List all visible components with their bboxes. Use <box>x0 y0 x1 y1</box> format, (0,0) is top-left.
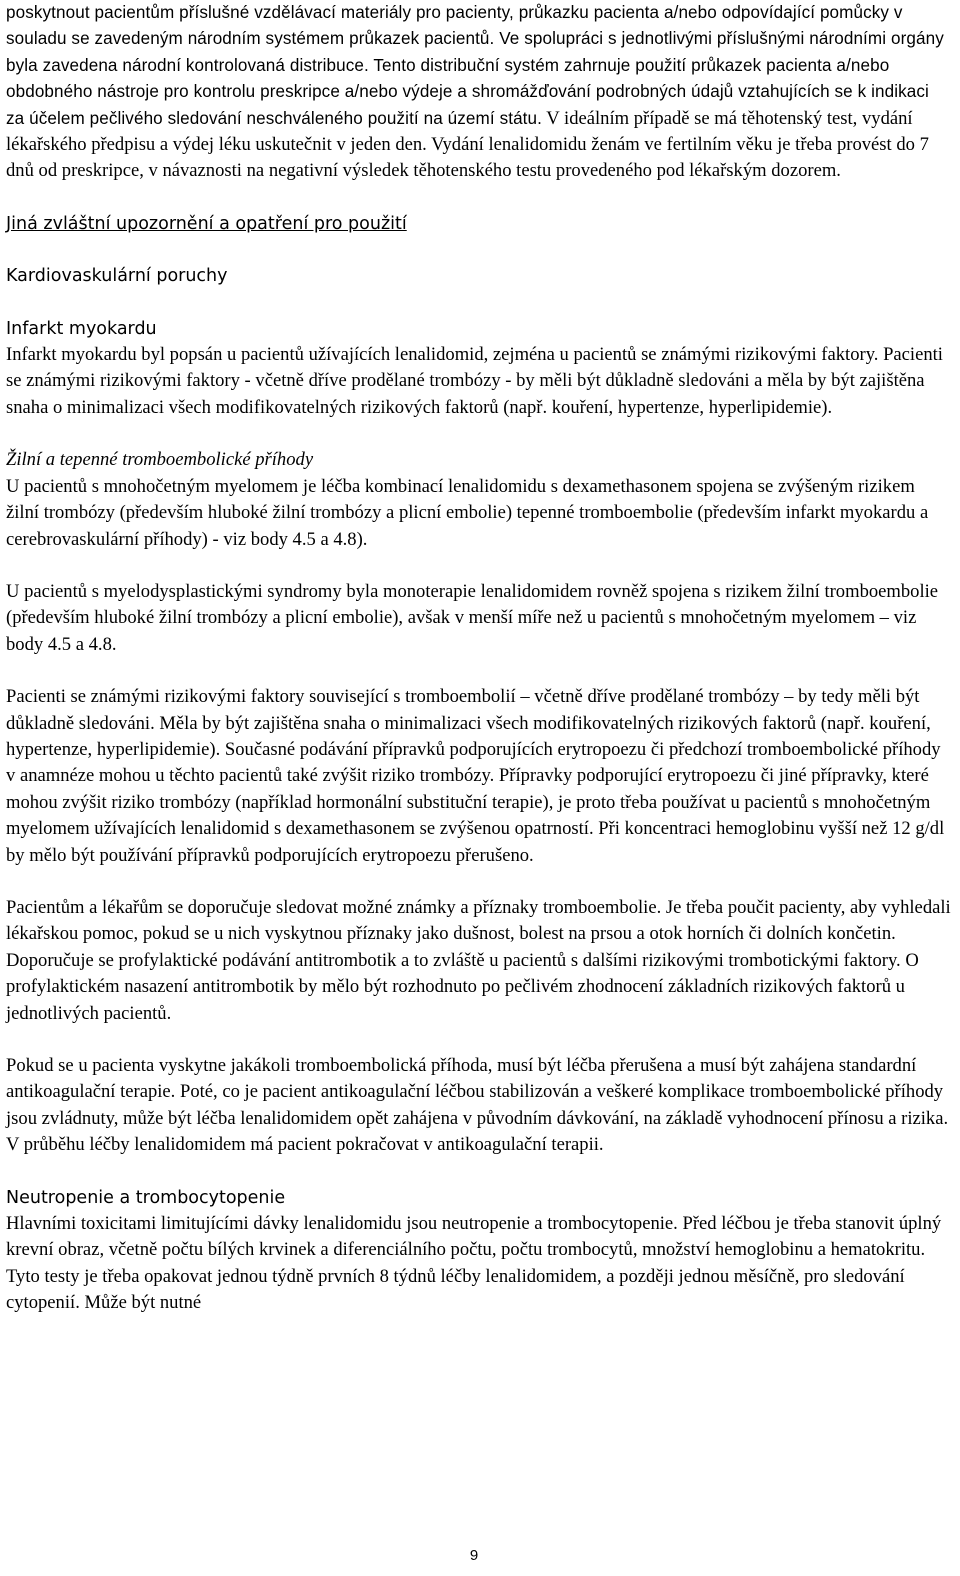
intro-text-serif: V ideálním případě se má těhotenský test, vydání lékařského předpisu a výdej léku uskutečnit v jeden den. Vydání lenalidomidu ženám ve fertilním věku je třeba provést do 7 dnů od preskripce, v návaznosti na negativní výsledek těhotenského testu provedeného pod lékařským dozorem. <box>6 107 929 182</box>
thrombo-paragraph-3: Pacienti se známými rizikovými faktory související s tromboembolií – včetně dříve prodělané trombózy – by tedy měli být důkladně sledováni. Měla by být zajištěna snaha o minimalizaci všech modifikovatelných rizikových faktorů (např. kouření, hypertenze, hyperlipidemie). Současné podávání přípravků podporujících erytropoezu či předchozí tromboembolické příhody v anamnéze mohou u těchto pacientů také zvýšit riziko trombózy. Přípravky podporující erytropoezu či jiné přípravky, které mohou zvýšit riziko trombózy (například hormonální substituční terapie), je proto třeba používat u pacientů s mnohočetným myelomem užívajících lenalidomid s dexamethasonem se zvýšenou opatrností. Při koncentraci hemoglobinu vyšší než 12 g/dl by mělo být používání přípravků podporujících erytropoezu přerušeno. <box>6 686 945 866</box>
neutro-heading: Neutropenie a trombocytopenie <box>6 1187 286 1208</box>
infarct-paragraph: Infarkt myokardu byl popsán u pacientů užívajících lenalidomid, zejména u pacientů se známými rizikovými faktory. Pacienti se známými rizikovými faktory - včetně dříve prodělané trombózy - by měli být důkladně sledováni a měla by být zajištěna snaha o minimalizaci všech modifikovatelných rizikových faktorů (např. kouření, hypertenze, hyperlipidemie). <box>6 344 943 418</box>
page-number: 9 <box>469 1547 479 1564</box>
neutro-paragraph: Hlavními toxicitami limitujícími dávky lenalidomidu jsou neutropenie a trombocytopenie. Před léčbou je třeba stanovit úplný krevní obraz, včetně počtu bílých krvinek a diferenciálního počtu, počtu trombocytů, množství hemoglobinu a hematokritu. Tyto testy je třeba opakovat jednou týdně prvních 8 týdnů léčby lenalidomidem, a později jednou měsíčně, pro sledování cytopenií. Může být nutné <box>6 1213 942 1314</box>
thrombo-paragraph-4: Pacientům a lékařům se doporučuje sledovat možné známky a příznaky tromboembolie. Je třeba poučit pacienty, aby vyhledali lékařskou pomoc, pokud se u nich vyskytnou příznaky jako dušnost, bolest na prsou a otok horních či dolních končetin. Doporučuje se profylaktické podávání antitrombotik a to zvláště u pacientů s dalšími rizikovými trombotickými faktory. O profylaktickém nasazení antitrombotik by mělo být rozhodnuto po pečlivém zhodnocení základních rizikových faktorů u jednotlivých pacientů. <box>6 896 951 1024</box>
document-page <box>6 0 952 1317</box>
thrombo-heading: Žilní a tepenné tromboembolické příhody <box>6 449 314 471</box>
intro-text-sans: poskytnout pacientům příslušné vzdělávací materiály pro pacienty, průkazku pacienta a/nebo odpovídající pomůcky v souladu se zavedeným národním systémem průkazek pacientů. Ve spolupráci s jednotlivými příslušnými národními orgány byla zavedena národní kontrolovaná distribuce. Tento distribuční systém zahrnuje použití průkazek pacienta a/nebo obdobného nástroje pro kontrolu preskripce a/nebo výdeje a shromážďování podrobných údajů vztahujících se k indikaci za účelem pečlivého sledování neschváleného použití na území státu. <box>6 3 944 128</box>
infarct-heading: Infarkt myokardu <box>6 318 157 339</box>
section-heading: Jiná zvláštní upozornění a opatření pro použití <box>6 213 407 234</box>
subsection-cardio-heading: Kardiovaskulární poruchy <box>6 266 228 287</box>
thrombo-paragraph-2: U pacientů s myelodysplastickými syndromy byla monoterapie lenalidomidem rovněž spojena s rizikem žilní tromboembolie (především hluboké žilní trombózy a plicní embolie), avšak v menší míře než u pacientů s mnohočetným myelomem – viz body 4.5 a 4.8. <box>6 580 939 655</box>
intro-paragraph <box>6 0 952 185</box>
thrombo-paragraph-1: U pacientů s mnohočetným myelomem je léčba kombinací lenalidomidu s dexamethasonem spojena se zvýšeným rizikem žilní trombózy (především hluboké žilní trombózy a plicní embolie) tepenné tromboembolie (především infarkt myokardu a cerebrovaskulární příhody) - viz body 4.5 a 4.8). <box>6 475 929 550</box>
thrombo-paragraph-5: Pokud se u pacienta vyskytne jakákoli tromboembolická příhoda, musí být léčba přerušena a musí být zahájena standardní antikoagulační terapie. Poté, co je pacient antikoagulační léčbou stabilizován a veškeré komplikace tromboembolické příhody jsou zvládnuty, může být léčba lenalidomidem opět zahájena v původním dávkování, na základě vyhodnocení přínosu a rizika. V průběhu léčby lenalidomidem má pacient pokračovat v antikoagulační terapii. <box>6 1055 949 1156</box>
